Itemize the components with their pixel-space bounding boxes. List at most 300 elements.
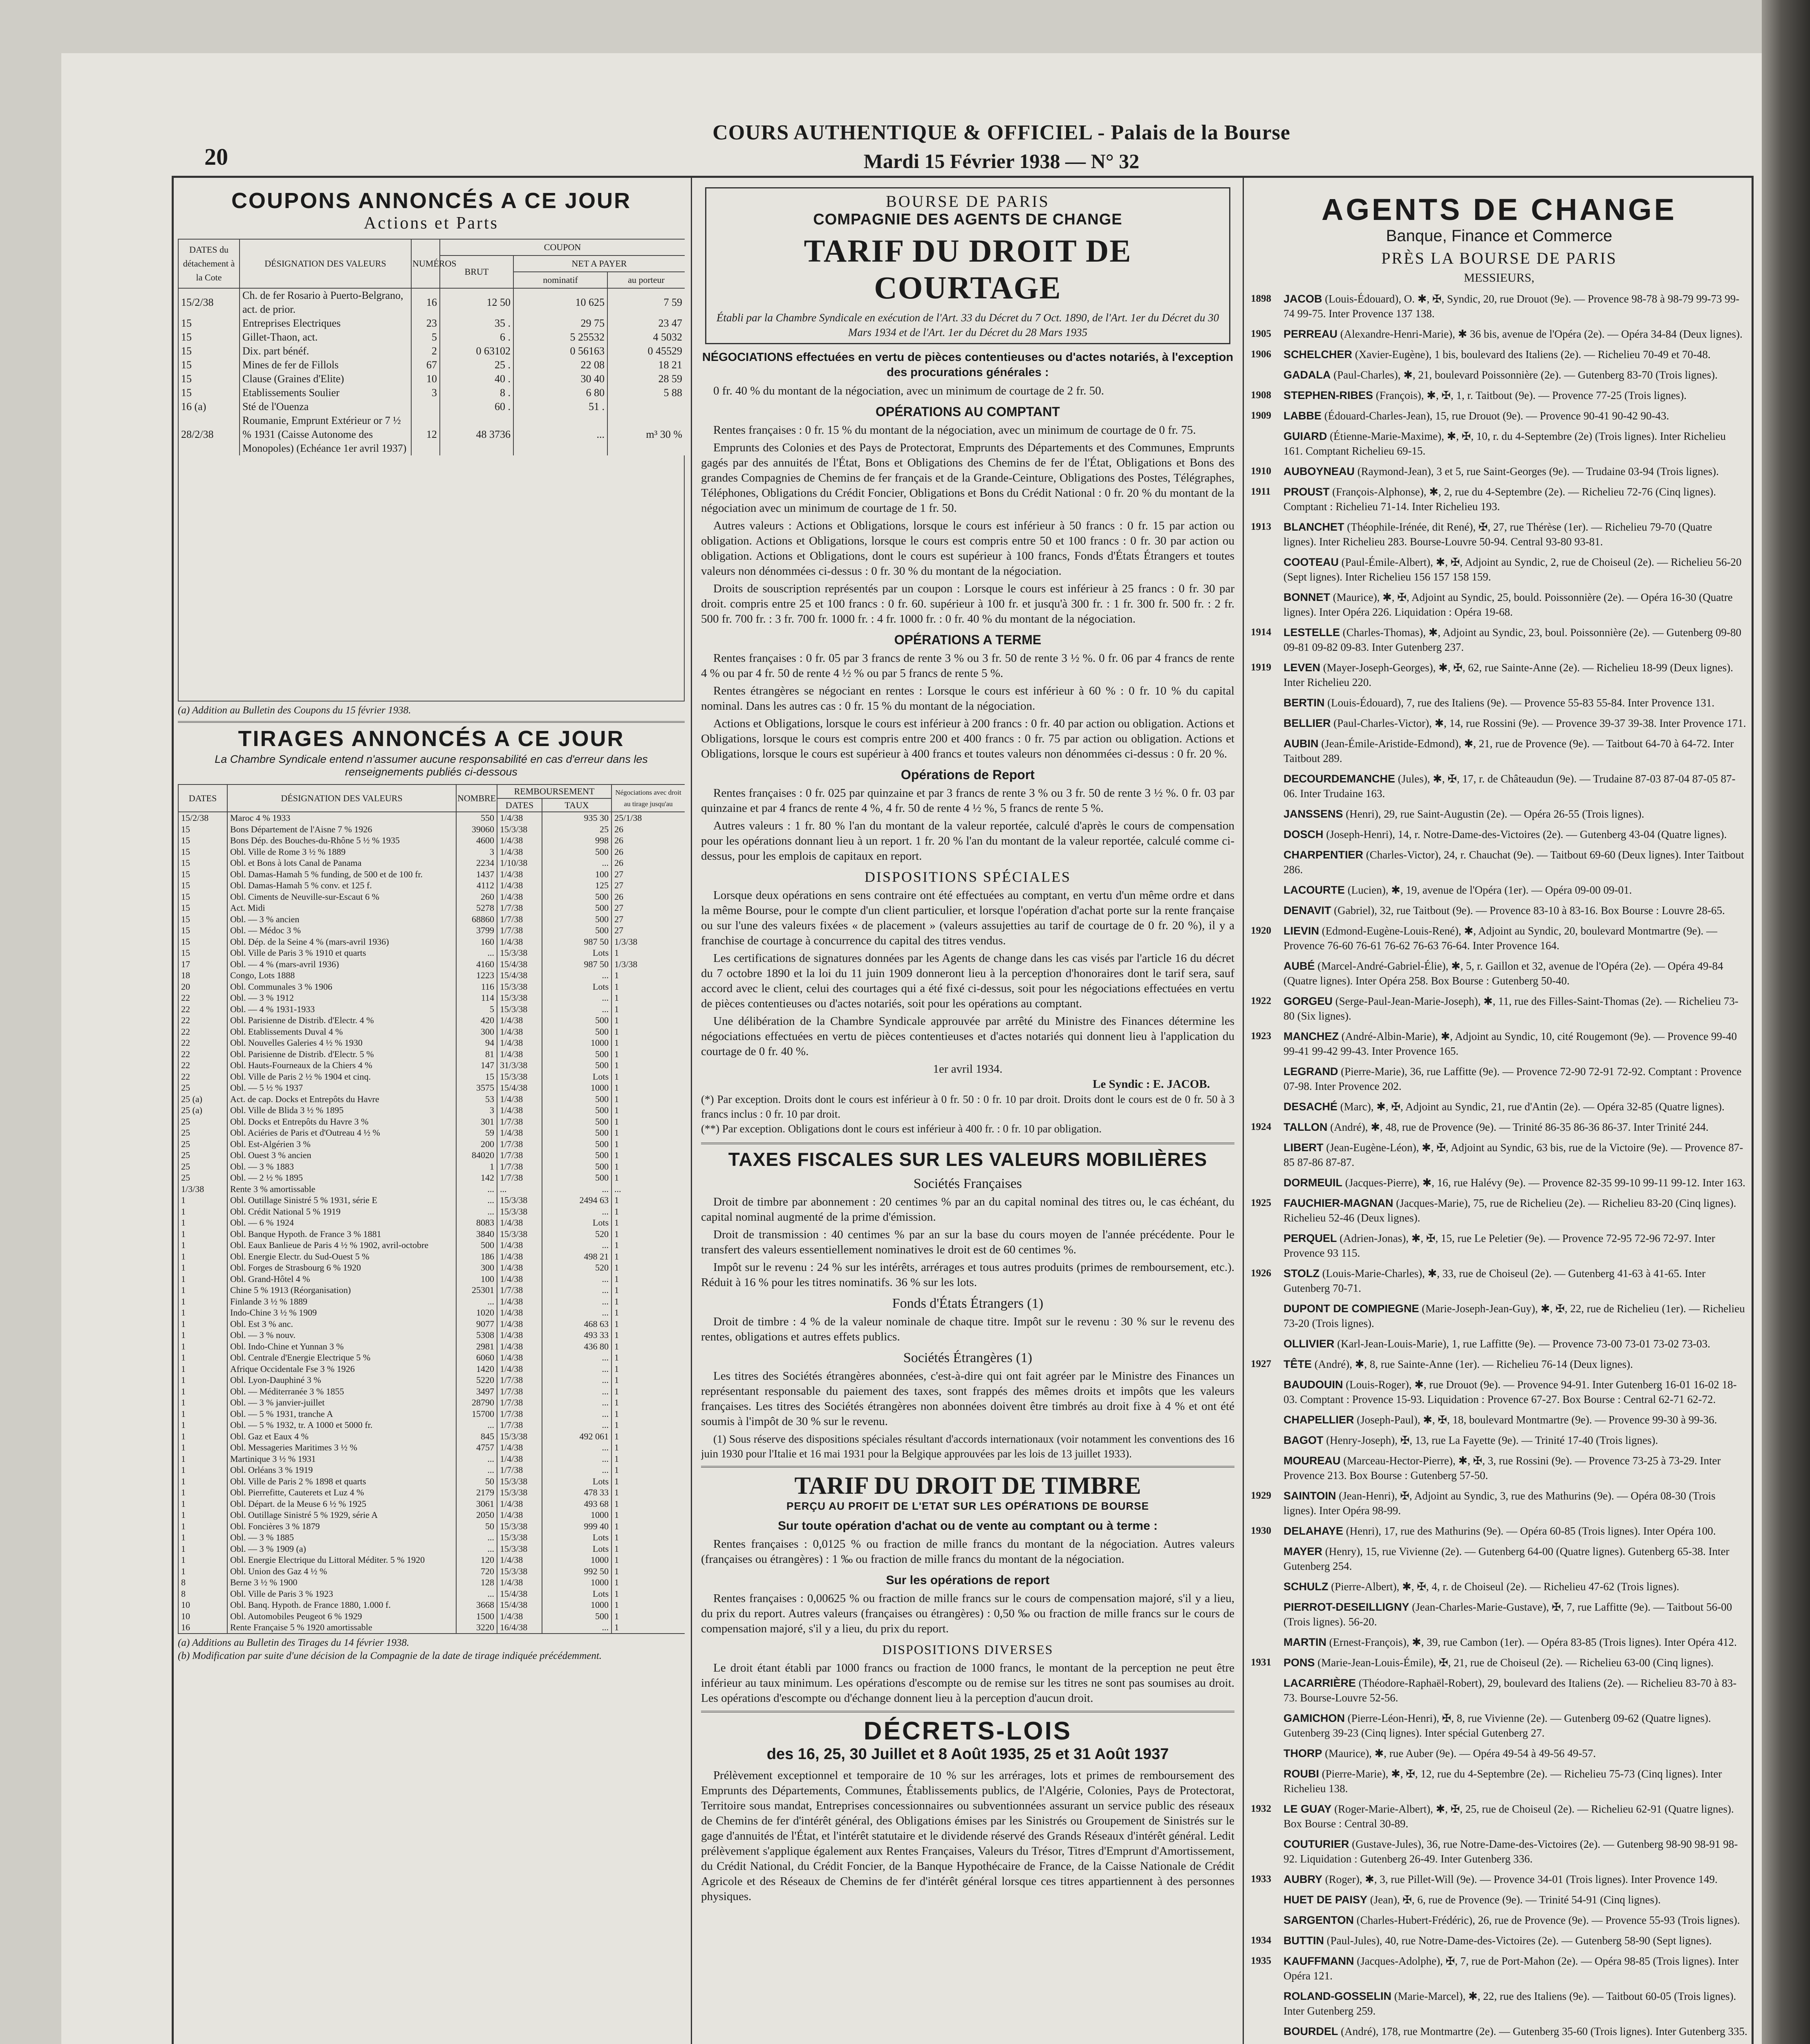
agent-details: (Gustave-Jules), 36, rue Notre-Dame-des-Victoires (2e). — Gutenberg 98-90 98-91 98-92. Liquidation : Gutenberg 26-49. Inter Gutenberg 336. [1284,1838,1738,1865]
tirage-cell-t: 493 33 [542,1329,612,1341]
tirage-cell-t: ... [542,1464,612,1476]
agent-year: 1932 [1251,1803,1271,1814]
coupon-cell-name: Ch. de fer Rosario à Puerto-Belgrano, act. de prior. [240,288,411,316]
agent-name: LESTELLE [1284,626,1340,639]
tirage-row [178,1543,685,1555]
agent-year [1251,1989,1284,2018]
decrets-body [701,1768,1234,1904]
tirage-cell-rd: 15/3/38 [497,1004,542,1015]
tirage-cell-nb: 94 [456,1037,497,1049]
agent-name: TALLON [1284,1121,1328,1133]
tirage-row [178,1228,685,1240]
decrets-divider [701,1711,1234,1712]
tarif-comptant-4: Droits de souscription représentés par un coupon : Lorsque le cours est inférieur à 25 francs : 0 fr. 30 par droit. compris entre 25 et 100 francs : 0 fr. 60. supérieur à 100 fr. et jusqu'à 300 fr. : 1 fr. 300 fr. 500 fr. : 2 fr. 500 fr. 700 fr. : 3 fr. 700 fr. 1000 fr. : 4 fr. 1000 fr. : 0 fr. 40 % du montant de la négociation. [701,582,1234,625]
agent-details: (Gabriel), 32, rue Taitbout (9e). — Provence 83-10 à 83-16. Box Bourse : Louvre 28-65. [1334,904,1725,917]
tirage-cell-n: Obl. Ville de Paris 2 % 1898 et quarts [227,1476,456,1487]
coupon-cell-port [607,400,685,414]
agent-details: (Jacques-Marie), 75, rue de Richelieu (2e). — Richelieu 83-20 (Cinq lignes). Richelieu 52-46 (Deux lignes). [1284,1197,1736,1224]
agent-details: (Paul-Émile-Albert), ✱, ✠, Adjoint au Syndic, 2, rue de Choiseul (2e). — Richelieu 56-20 (Sept lignes). Inter Richelieu 156 157 158 159. [1284,556,1742,583]
agent-details: (Henry-Joseph), ✠, 13, rue La Fayette (9e). — Trinité 17-40 (Trois lignes). [1326,1434,1658,1446]
agent-name: HUET DE PAISY [1284,1894,1368,1906]
tirage-cell-ng: 1 [612,1622,685,1633]
agent-entry [1251,1029,1747,1058]
tarif-disp-3: Une délibération de la Chambre Syndicale approuvée par arrêté du Ministre des Finances détermine les négociations effectuées en vertu de pièces contentieuses et d'actes notariés qui donnent lieu à l'application du courtage de 0 fr. 40 %. [701,1015,1234,1058]
coupon-cell-num: 5 [411,330,440,344]
tirage-cell-t: 935 30 [542,812,612,824]
tirage-cell-ng: 1 [612,1419,685,1431]
tirage-cell-ng: 1 [612,1329,685,1341]
tirage-cell-ng: 1 [612,1127,685,1139]
agent-name: MANCHEZ [1284,1030,1339,1042]
tirages-subtitle: La Chambre Syndicale entend n'assumer aucune responsabilité en cas d'erreur dans les renseignements publiés ci-dessous [215,753,648,778]
agent-details: (Pierre-Marie), 36, rue Laffitte (9e). — Provence 72-90 72-91 72-92. Comptant : Provence 07-98. Inter Provence 202. [1284,1065,1742,1092]
tirage-cell-n: Obl. Outillage Sinistré 5 % 1929, série A [227,1509,456,1521]
tirage-cell-d: 1 [178,1419,227,1431]
agent-name: SARGENTON [1284,1914,1354,1926]
tirage-cell-n: Obl. Eaux Banlieue de Paris 4 ½ % 1902, avril-octobre [227,1239,456,1251]
tirage-row [178,1341,685,1352]
tirage-row [178,1588,685,1600]
agent-text [1284,1913,1747,1927]
agent-year: 1929 [1251,1490,1271,1501]
tirage-cell-rd: 1/4/38 [497,1015,542,1026]
coupon-cell-name: Dix. part bénéf. [240,344,411,358]
tirage-cell-d: 15 [178,846,227,858]
tirage-cell-d: 1 [178,1251,227,1262]
agent-name: KAUFFMANN [1284,1955,1354,1967]
tirage-cell-nb: 142 [456,1172,497,1183]
tirage-cell-nb: 550 [456,812,497,824]
tirage-cell-ng: 1 [612,1453,685,1465]
tirage-cell-nb: 114 [456,992,497,1004]
agent-name: LIEVIN [1284,925,1319,937]
agent-details: (Louis-Roger), ✱, rue Drouot (9e). — Provence 94-91. Inter Gutenberg 16-01 16-02 18-03. Comptant : Provence 15-93. Liquidation : Provence 67-27. Box Bourse : Central 62-71 62-72. [1284,1378,1737,1405]
agent-text [1284,388,1747,403]
tarif-disp-2: Les certifications de signatures données par les Agents de change dans les cas visés par l'article 16 du décret du 7 octobre 1890 et la loi du 11 juin 1909 donneront lieu à la perception d'honoraires dont le tarif sera, sauf accord avec le client, celui des courtages qui a été fixé ci-dessus, soit pour les négociations effectuées en vertu de pièces contentieuses ou d'actes notariés, soit pour les opérations au comptant. [701,952,1234,1010]
tirage-cell-d: 15 [178,914,227,925]
tirage-row [178,1453,685,1465]
tirage-cell-n: Obl. Grand-Hôtel 4 % [227,1273,456,1285]
tirages-note-2: (b) Modification par suite d'une décision de la Compagnie de la date de tirage indiquée précédemment. [178,1650,602,1661]
agent-text [1284,1357,1747,1372]
agent-name: LACARRIÈRE [1284,1677,1356,1689]
tirage-cell-ng: 1 [612,1588,685,1600]
coupons-note: (a) Addition au Bulletin des Coupons du 15 février 1938. [178,705,411,716]
agent-name: JANSSENS [1284,808,1343,820]
tirage-cell-t: Lots [542,1543,612,1555]
coupon-cell-num: 67 [411,358,440,372]
agent-text [1284,1954,1747,1983]
coupon-cell-nom: 30 40 [513,372,607,386]
agent-text [1284,590,1747,619]
tirage-cell-rd: 1/4/38 [497,1554,542,1566]
agent-details: (Joseph-Henri), 14, r. Notre-Dame-des-Victoires (2e). — Gutenberg 43-04 (Quatre lignes). [1326,828,1727,840]
tirage-row [178,1363,685,1375]
tirage-cell-t: 500 [542,1150,612,1161]
tirage-row [178,1532,685,1543]
tirages-col-negociations: Négociations avec droit au tirage jusqu'au [612,784,685,812]
agent-text [1284,1676,1747,1705]
tirage-cell-d: 1 [178,1341,227,1352]
tirage-row [178,1004,685,1015]
tirage-cell-ng: 1 [612,981,685,993]
tirage-cell-ng: 1 [612,1206,685,1217]
tirage-cell-t: 100 [542,869,612,880]
agents-subtitle: Banque, Finance et Commerce [1386,227,1613,245]
tirage-cell-t: 987 50 [542,959,612,970]
coupon-cell-num: 10 [411,372,440,386]
tirage-cell-rd: 1/4/38 [497,846,542,858]
tirage-cell-nb: 100 [456,1273,497,1285]
tirage-cell-t: ... [542,992,612,1004]
tirage-cell-ng: 1 [612,1105,685,1116]
tirage-cell-ng: 27 [612,902,685,914]
tirage-cell-rd: 15/4/38 [497,1599,542,1611]
tirage-cell-n: Obl. Indo-Chine et Yunnan 3 % [227,1341,456,1352]
tirage-cell-rd: 1/4/38 [497,1498,542,1510]
tirage-cell-t: ... [542,1273,612,1285]
agent-year [1251,1301,1284,1331]
agent-details: (Marie-Marcel), ✱, 22, rue des Italiens (9e). — Taitbout 60-05 (Trois lignes). Inter Gutenberg 259. [1284,1990,1736,2017]
tirage-cell-d: 15 [178,936,227,948]
tirage-row [178,992,685,1004]
agent-year [1251,429,1284,458]
tirage-cell-ng: 1 [612,1498,685,1510]
tirage-cell-t: 500 [542,1611,612,1622]
tirage-cell-rd: 1/4/38 [497,1296,542,1307]
agent-text [1284,291,1747,321]
tirage-cell-n: Maroc 4 % 1933 [227,812,456,824]
agent-details: (André-Albin-Marie), ✱, Adjoint au Syndic, 10, cité Rougemont (9e). — Provence 99-40 99-41 99-42 99-43. Inter Provence 165. [1284,1030,1737,1057]
tirage-cell-d: 1 [178,1509,227,1521]
agent-details: (Marie-Jean-Louis-Émile), ✠, 21, rue de Choiseul (2e). — Richelieu 63-00 (Cinq lignes). [1317,1656,1714,1669]
coupon-cell-nom: ... [513,414,607,455]
agent-entry [1251,429,1747,458]
tirage-cell-d: 1 [178,1374,227,1386]
agent-details: (Louis-Édouard), 7, rue des Italiens (9e). — Provence 55-83 55-84. Inter Provence 131. [1327,697,1715,709]
agent-entry [1251,1655,1747,1670]
agent-details: (Roger-Marie-Albert), ✱, ✠, 25, rue de Choiseul (2e). — Richelieu 62-91 (Quatre lignes). Box Bourse : Central 30-89. [1284,1803,1734,1830]
tirage-row [178,1239,685,1251]
tirage-row [178,1431,685,1442]
agent-year [1251,827,1284,842]
tirage-row [178,1419,685,1431]
agent-text [1284,1433,1747,1448]
agent-text [1284,2024,1747,2039]
tirage-cell-nb: 50 [456,1476,497,1487]
agent-year [1251,368,1284,382]
tirage-cell-nb: 500 [456,1239,497,1251]
agent-year [1251,1377,1284,1407]
tirage-cell-ng: 1 [612,1296,685,1307]
coupon-cell-date: 28/2/38 [178,414,240,455]
agent-name: MOUREAU [1284,1455,1341,1467]
agent-details: (Henri), 17, rue des Mathurins (9e). — Opéra 60-85 (Trois lignes). Inter Opéra 100. [1346,1525,1716,1537]
agent-year: 1906 [1251,349,1271,360]
agent-year [1251,695,1284,710]
tarif-terme-2: Rentes étrangères se négociant en rentes : Lorsque le cours est inférieur à 60 % : 0 fr. 10 % du capital nominal. Dans les autres cas : 0 fr. 15 % du montant de la négociation. [701,684,1234,713]
agent-entry [1251,484,1747,514]
agent-entry [1251,807,1747,821]
right-rule [1752,176,1754,2044]
tirage-cell-ng: 1 [612,1611,685,1622]
tirage-cell-d: 22 [178,1004,227,1015]
tirage-cell-ng: 1 [612,1037,685,1049]
tirage-cell-rd: 15/3/38 [497,1431,542,1442]
tirage-cell-rd: 1/4/38 [497,812,542,824]
tirage-cell-n: Obl. Communales 3 % 1906 [227,981,456,993]
tirage-cell-nb: 4112 [456,880,497,891]
agent-entry [1251,1412,1747,1427]
agent-text [1284,1655,1747,1670]
agent-entry [1251,1711,1747,1740]
agent-year: 1919 [1251,662,1271,673]
agent-year [1251,1336,1284,1351]
timbre-diverses: Le droit étant établi par 1000 francs ou fraction de 1000 francs, le montant de la perception ne peut être inférieur au taux minimum. Les opérations d'escompte ou de remise sur les titres ne sont pas soumises au droit. Les opérations d'escompte ou d'échange donnent lieu à la perception d'aucun droit. [701,1661,1234,1705]
agent-entry [1251,1336,1747,1351]
timbre-subtitle: PERÇU AU PROFIT DE L'ETAT SUR LES OPÉRATIONS DE BOURSE [786,1500,1149,1512]
agent-year [1251,1635,1284,1650]
agent-name: DESACHÉ [1284,1100,1338,1113]
tirage-cell-t: 500 [542,902,612,914]
tarif-syndic: Le Syndic : E. JACOB. [1093,1078,1210,1091]
agent-text [1284,807,1747,821]
agent-entry [1251,555,1747,584]
coupon-cell-brut: 48 3736 [440,414,513,455]
coupon-cell-port: m³ 30 % [607,414,685,455]
tirage-row [178,1161,685,1172]
tirage-cell-nb: 120 [456,1554,497,1566]
agent-entry [1251,695,1747,710]
agent-name: ROUBI [1284,1768,1319,1780]
tirage-cell-d: 1 [178,1273,227,1285]
agent-details: (Jean-Henri), ✠, Adjoint au Syndic, 3, rue des Mathurins (9e). — Opéra 08-30 (Trois lignes). Inter Opéra 98-99. [1284,1490,1716,1517]
tirage-row [178,1172,685,1183]
tirage-cell-ng: 1 [612,1408,685,1420]
tirage-cell-t: 999 40 [542,1521,612,1532]
agent-year [1251,807,1284,821]
tirage-cell-ng: 1 [612,1228,685,1240]
tirage-row [178,1139,685,1150]
tirage-cell-nb: 5308 [456,1329,497,1341]
tirage-cell-ng: 1 [612,1487,685,1498]
agent-text [1284,1120,1747,1134]
agent-year [1251,1231,1284,1260]
agent-details: (André), ✱, 8, rue Sainte-Anne (1er). — Richelieu 76-14 (Deux lignes). [1314,1358,1633,1370]
agent-year [1251,903,1284,918]
coupon-cell-date: 15 [178,316,240,330]
tirage-cell-nb: 4160 [456,959,497,970]
tirage-cell-ng: 1 [612,1521,685,1532]
agent-text [1284,1196,1747,1225]
agent-name: GUIARD [1284,430,1327,442]
agent-year [1251,1892,1284,1907]
tirage-cell-ng: 1 [612,1150,685,1161]
tirage-cell-d: 1 [178,1307,227,1318]
tirage-cell-ng: 1 [612,1397,685,1408]
agent-name: PONS [1284,1656,1315,1669]
tirage-cell-n: Obl. Hauts-Fourneaux de la Chiers 4 % [227,1060,456,1071]
agent-text [1284,1488,1747,1518]
agent-year [1251,847,1284,877]
taxes-divider [701,1143,1234,1144]
tirage-cell-t: 500 [542,1105,612,1116]
agent-year [1251,1453,1284,1483]
tirage-cell-n: Obl. — 3 % 1909 (a) [227,1543,456,1555]
agent-text [1284,1029,1747,1058]
agent-text [1284,1140,1747,1170]
tirage-cell-rd: 15/3/38 [497,1206,542,1217]
agent-name: MAYER [1284,1545,1323,1558]
agent-details: (Ernest-François), ✱, 39, rue Cambon (1er). — Opéra 83-85 (Trois lignes). Inter Opéra 412. [1329,1636,1737,1648]
agent-entry [1251,1175,1747,1190]
agent-year [1251,736,1284,766]
agent-name: AUBIN [1284,737,1319,750]
tirage-cell-rd: 1/7/38 [497,1419,542,1431]
tirage-row [178,1082,685,1094]
tirage-cell-n: Obl. — 5 % 1932, tr. A 1000 et 5000 fr. [227,1419,456,1431]
agent-entry [1251,827,1747,842]
tirage-cell-d: 1 [178,1363,227,1375]
tirage-cell-n: Obl. — 4 % 1931-1933 [227,1004,456,1015]
agent-text [1284,327,1747,341]
tirage-cell-ng: 1 [612,1217,685,1228]
tirage-cell-rd: 1/7/38 [497,914,542,925]
tirage-cell-d: 22 [178,992,227,1004]
page-header [61,53,1762,172]
tirage-cell-d: 25 (a) [178,1094,227,1105]
tirage-cell-d: 1 [178,1318,227,1330]
tirage-row [178,869,685,880]
agent-text [1284,847,1747,877]
tirage-cell-n: Obl. — 2 ½ % 1895 [227,1172,456,1183]
agent-details: (François-Alphonse), ✱, 2, rue du 4-Septembre (2e). — Richelieu 72-76 (Cinq lignes). Comptant : Richelieu 71-14. Inter Richelieu 193. [1284,486,1716,513]
agent-details: (Étienne-Marie-Maxime), ✱, ✠, 10, r. du 4-Septembre (2e) (Trois lignes). Inter Richelieu 161. Comptant Richelieu 69-15. [1284,430,1726,457]
tirage-cell-nb: 3799 [456,925,497,936]
tirage-cell-rd: 1/4/38 [497,1442,542,1453]
tirage-cell-ng: 1 [612,1071,685,1083]
tirage-row [178,1116,685,1127]
tirage-cell-d: 1 [178,1442,227,1453]
right-column [1251,184,1747,2044]
agent-name: DUPONT DE COMPIEGNE [1284,1302,1419,1315]
tirage-cell-t: 125 [542,880,612,891]
tarif-report-2: Autres valeurs : 1 fr. 80 % l'an du montant de la valeur reportée, calculé d'après le cours de compensation pour les opérations donnant lieu à un report. 1 fr. 20 % l'an du montant de la valeur reportée, calculé comme ci-dessus, pour les emplois de capitaux en report. [701,819,1234,863]
agent-name: GADALA [1284,369,1331,381]
tirage-cell-rd: 15/3/38 [497,1476,542,1487]
agent-entry [1251,1600,1747,1629]
tirage-cell-rd: 15/4/38 [497,1588,542,1600]
agent-text [1284,1579,1747,1594]
tirage-cell-rd: 1/4/38 [497,1273,542,1285]
tirage-cell-nb: 84020 [456,1150,497,1161]
agent-year: 1898 [1251,293,1271,304]
agents-messieurs: MESSIEURS, [1464,271,1534,285]
tirage-cell-ng: 1 [612,1431,685,1442]
tirage-cell-nb: ... [456,1183,497,1195]
agent-details: (Joseph-Paul), ✱, ✠, 18, boulevard Montmartre (9e). — Provence 99-30 à 99-36. [1357,1414,1717,1426]
tirage-cell-d: 15 [178,835,227,846]
tarif-comptant-2: Emprunts des Colonies et des Pays de Protectorat, Emprunts des Départements et des Communes, Emprunts gagés par des annuités de l'État, Bons et Obligations des Chemins de fer de l'État, Obligations et Bons des grandes Compagnies de Chemins de fer français et de la Grande-Ceinture, Obligations des Postes, Télégraphes, Téléphones, Obligations du Crédit Foncier, Obligations et Bons du Crédit National : 0 fr. 20 % du montant de la négociation avec un minimum de courtage de 1 fr. 50. [701,441,1234,515]
tirage-cell-d: 25 [178,1127,227,1139]
tirage-cell-nb: 116 [456,981,497,993]
tirage-cell-nb: 5220 [456,1374,497,1386]
agent-entry [1251,1453,1747,1483]
agent-details: (Paul-Charles-Victor), ✱, 14, rue Rossini (9e). — Provence 39-37 39-38. Inter Provence 171. [1333,717,1746,729]
agent-details: (Serge-Paul-Jean-Marie-Joseph), ✱, 11, rue des Filles-Saint-Thomas (2e). — Richelieu 73-80 (Six lignes). [1284,995,1738,1022]
agent-year: 1927 [1251,1358,1271,1369]
coupon-cell-port: 4 5032 [607,330,685,344]
tirage-cell-rd: 1/4/38 [497,835,542,846]
tirage-cell-t: ... [542,1397,612,1408]
agent-entry [1251,1933,1747,1948]
agent-details: (André), 178, rue Montmartre (2e). — Gutenberg 35-60 (Trois lignes). Inter Gutenberg 335. [1341,2025,1747,2037]
agent-details: (Marceau-Hector-Pierre), ✱, ✠, 3, rue Rossini (9e). — Provence 73-25 à 73-29. Inter Provence 213. Box Bourse : Gutenberg 57-50. [1284,1455,1721,1481]
newspaper-page [61,53,1762,2044]
tirage-cell-nb: 3840 [456,1228,497,1240]
agent-year: 1914 [1251,627,1271,638]
tirage-cell-d: 1 [178,1352,227,1363]
agent-text [1284,1711,1747,1740]
agent-details: (Pierre-Léon-Henri), ✠, 8, rue Vivienne (2e). — Gutenberg 09-62 (Quatre lignes). Gutenberg 39-23 (Cinq lignes). Inter spécial Gutenberg 27. [1284,1712,1711,1739]
tirage-cell-rd: 1/7/38 [497,1284,542,1296]
tirage-cell-ng: 1 [612,1341,685,1352]
coupon-cell-port: 28 59 [607,372,685,386]
agent-year [1251,1600,1284,1629]
coupon-cell-date: 15 [178,372,240,386]
agent-entry [1251,1746,1747,1761]
tirage-cell-n: Rente Française 5 % 1920 amortissable [227,1622,456,1633]
tirages-col-designation: DÉSIGNATION DES VALEURS [227,784,456,812]
tirage-cell-d: 8 [178,1577,227,1588]
tirage-cell-n: Obl. Damas-Hamah 5 % funding, de 500 et de 100 fr. [227,869,456,880]
agent-text [1284,1600,1747,1629]
tirage-cell-n: Obl. — 6 % 1924 [227,1217,456,1228]
tirage-cell-n: Obl. Dép. de la Seine 4 % (mars-avril 1936) [227,936,456,948]
agent-year: 1911 [1251,486,1271,497]
agent-year [1251,1433,1284,1448]
tarif-terme-3: Actions et Obligations, lorsque le cours est inférieur à 200 francs : 0 fr. 40 par action ou obligation. Actions et Obligations, lorsque le cours est compris entre 200 et 400 francs : 0 fr. 75 par action ou obligation. Actions et Obligations, lorsque le cours est supérieur à 400 francs et toutes valeurs non dénommées ci-dessus : 0 fr. 20 %. [701,717,1234,760]
agent-details: (Lucien), ✱, 19, avenue de l'Opéra (1er). — Opéra 09-00 09-01. [1347,884,1632,896]
tirage-cell-n: Obl. — 3 % 1883 [227,1161,456,1172]
coupon-row [178,386,685,400]
coupons-col-brut: BRUT [440,256,513,288]
tirage-cell-nb: 15 [456,1071,497,1083]
agent-details: (Paul-Jules), 40, rue Notre-Dame-des-Victoires (2e). — Gutenberg 58-90 (Sept lignes). [1326,1934,1712,1947]
tirage-cell-t: Lots [542,1588,612,1600]
tirage-cell-d: 22 [178,1015,227,1026]
tirage-cell-n: Obl. Union des Gaz 4 ½ % [227,1566,456,1577]
agent-details: (Charles-Victor), 24, r. Chauchat (9e). — Taitbout 69-60 (Deux lignes). Inter Taitbout 286. [1284,849,1744,876]
tirage-cell-rd: 1/4/38 [497,1318,542,1330]
tirages-title: TIRAGES ANNONCÉS A CE JOUR [238,726,625,751]
tirage-cell-nb: 2050 [456,1509,497,1521]
agents-list [1251,291,1747,2044]
tarif-report-title: Opérations de Report [901,767,1035,782]
agent-details: (Pierre-Marie), ✱, ✠, 12, rue du 4-Septembre (2e). — Richelieu 75-73 (Cinq lignes). Inter Richelieu 138. [1284,1768,1722,1795]
tirage-row [178,1622,685,1633]
agent-entry [1251,1099,1747,1114]
tirage-cell-d: 15 [178,824,227,835]
tirage-cell-t: 1000 [542,1599,612,1611]
agent-entry [1251,347,1747,362]
tirage-row [178,902,685,914]
coupon-row [178,344,685,358]
tirage-cell-ng: 1 [612,1172,685,1183]
tirage-cell-d: 15 [178,869,227,880]
coupon-cell-num [411,400,440,414]
tirage-cell-d: 1 [178,1228,227,1240]
